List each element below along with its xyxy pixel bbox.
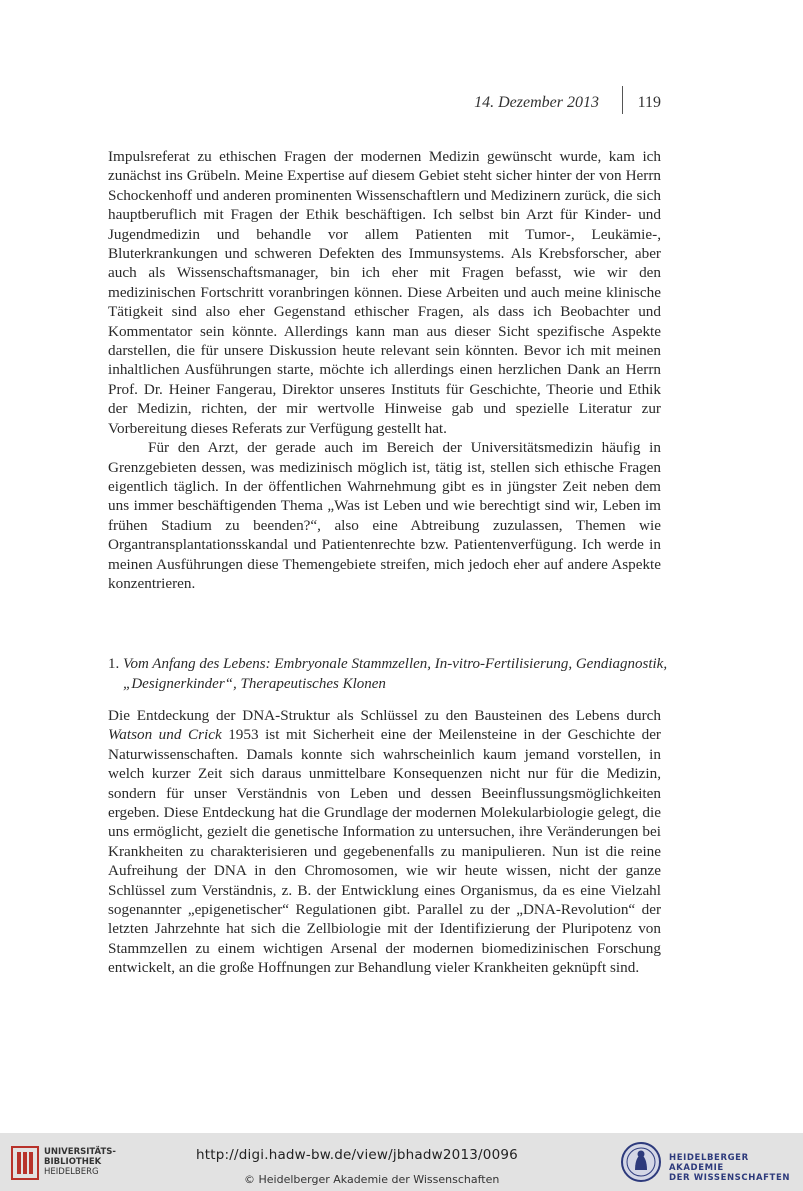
paragraph-3 bbox=[108, 706, 661, 978]
university-library-logo-icon[interactable] bbox=[10, 1145, 40, 1181]
academy-seal-icon[interactable] bbox=[620, 1141, 662, 1183]
section-number: 1. bbox=[108, 656, 120, 672]
body-text-top bbox=[108, 147, 661, 593]
paragraph-2: Für den Arzt, der gerade auch im Bereich der Universitätsmedizin häufig in Grenzgebieten dessen, was medizinisch möglich ist, tätig ist, stellen sich ethische Fragen eigentlich täglich. In der öffentlichen Wahrnehmung gibt es in jüngster Zeit neben dem uns immer beschäftigenden Thema „Was ist Leben und wie berechtigt sind wir, Leben im frühen Stadium zu beenden?“, also eine Abtreibung zuzulassen, Themen wie Organtransplantationsskandal und Patientenrechte bzw. Patientenverfügung. Ich werde in meinen Ausführungen diese Themengebiete streifen, mich jedoch eher auf andere Aspekte konzentrieren. bbox=[108, 439, 661, 592]
viewer-footer-bar bbox=[0, 1133, 803, 1191]
header-date: 14. Dezember 2013 bbox=[474, 94, 599, 111]
permalink-url[interactable]: http://digi.hadw-bw.de/view/jbhadw2013/0096 bbox=[196, 1147, 518, 1163]
page-number: 119 bbox=[637, 94, 661, 111]
paragraph-3-start: Die Entdeckung der DNA-Struktur als Schlüssel zu den Bausteinen des Lebens durch bbox=[108, 707, 661, 724]
university-library-name: UNIVERSITÄTS- BIBLIOTHEK HEIDELBERG bbox=[44, 1147, 116, 1177]
header-divider bbox=[622, 86, 623, 114]
paragraph-3-names: Watson und Crick bbox=[108, 726, 222, 744]
academy-name: HEIDELBERGER AKADEMIE DER WISSENSCHAFTEN bbox=[669, 1153, 791, 1183]
copyright-notice: © Heidelberger Akademie der Wissenschaften bbox=[244, 1173, 500, 1186]
section-heading bbox=[108, 654, 668, 694]
paragraph-3-rest: 1953 ist mit Sicherheit eine der Meilensteine in der Geschichte der Naturwissenschaften. Damals konnte sich wahrscheinlich kaum jemand vorstellen, in welch kurzer Zeit sich daraus unmittelbare Konsequenzen nicht nur für die Medizin, sondern für unser Verständnis von Leben und dessen Beeinflussungsmöglichkeiten ergeben. Diese Entdeckung hat die Grundlage der modernen Molekularbiologie gelegt, die uns ermöglicht, gezielt die genetische Information zu untersuchen, ihre Veränderungen bei Krankheiten zu charakterisieren und gegebenenfalls zu manipulieren. Nun ist die reine Aufreihung der DNA in den Chromosomen, wie wir heute wissen, nicht der ganze Schlüssel zum Verständnis, z. B. der Entwicklung eines Organismus, da es eine Vielzahl sogenannter „epigenetischer“ Regulationen gibt. Parallel zu der „DNA-Revolution“ der letzten Jahrzehnte hat sich die Zellbiologie mit der Identifizierung der Pluripotenz von Stammzellen zu einem wichtigen Arsenal der modernen biomedizinischen Forschung entwickelt, an die große Hoffnungen zur Behandlung vieler Krankheiten geknüpft sind. bbox=[108, 726, 661, 977]
body-text-bottom bbox=[108, 706, 661, 978]
paragraph-1: Impulsreferat zu ethischen Fragen der modernen Medizin gewünscht wurde, kam ich zunächst ins Grübeln. Meine Expertise auf diesem Gebiet steht sicher hinter der von Herrn Schockenhoff und anderen prominenten Wissenschaftlern und Medizinern zurück, die sich hauptberuflich mit Fragen der Ethik beschäftigen. Ich selbst bin Arzt für Kinder- und Jugendmedizin und behandle vor allem Patienten mit Tumor-, Leukämie-, Bluterkrankungen und schweren Defekten des Immunsystems. Als Krebsforscher, aber auch als Wissenschaftsmanager, bin ich eher mit Fragen befasst, wie wir den medizinischen Fortschritt voranbringen können. Diese Arbeiten und auch meine klinische Tätigkeit sind also eher Gegenstand ethischer Fragen, als dass ich Beobachter und Kommentator sein könnte. Allerdings kann man aus dieser Sicht spezifische Aspekte darstellen, die für unsere Diskussion heute relevant sein könnten. Bevor ich mit meinen inhaltlichen Ausführungen starte, möchte ich allerdings einen herzlichen Dank an Herrn Prof. Dr. Heiner Fangerau, Direktor unseres Instituts für Geschichte, Theorie und Ethik der Medizin, richten, der mir wertvolle Hinweise gab und spezielle Literatur zur Vorbereitung dieses Referats zur Verfügung gestellt hat. bbox=[108, 148, 661, 437]
section-title: Vom Anfang des Lebens: Embryonale Stammzellen, In-vitro-Fertilisierung, Gendiagnostik, „Designerkinder“, Therapeutisches Klonen bbox=[123, 656, 668, 692]
